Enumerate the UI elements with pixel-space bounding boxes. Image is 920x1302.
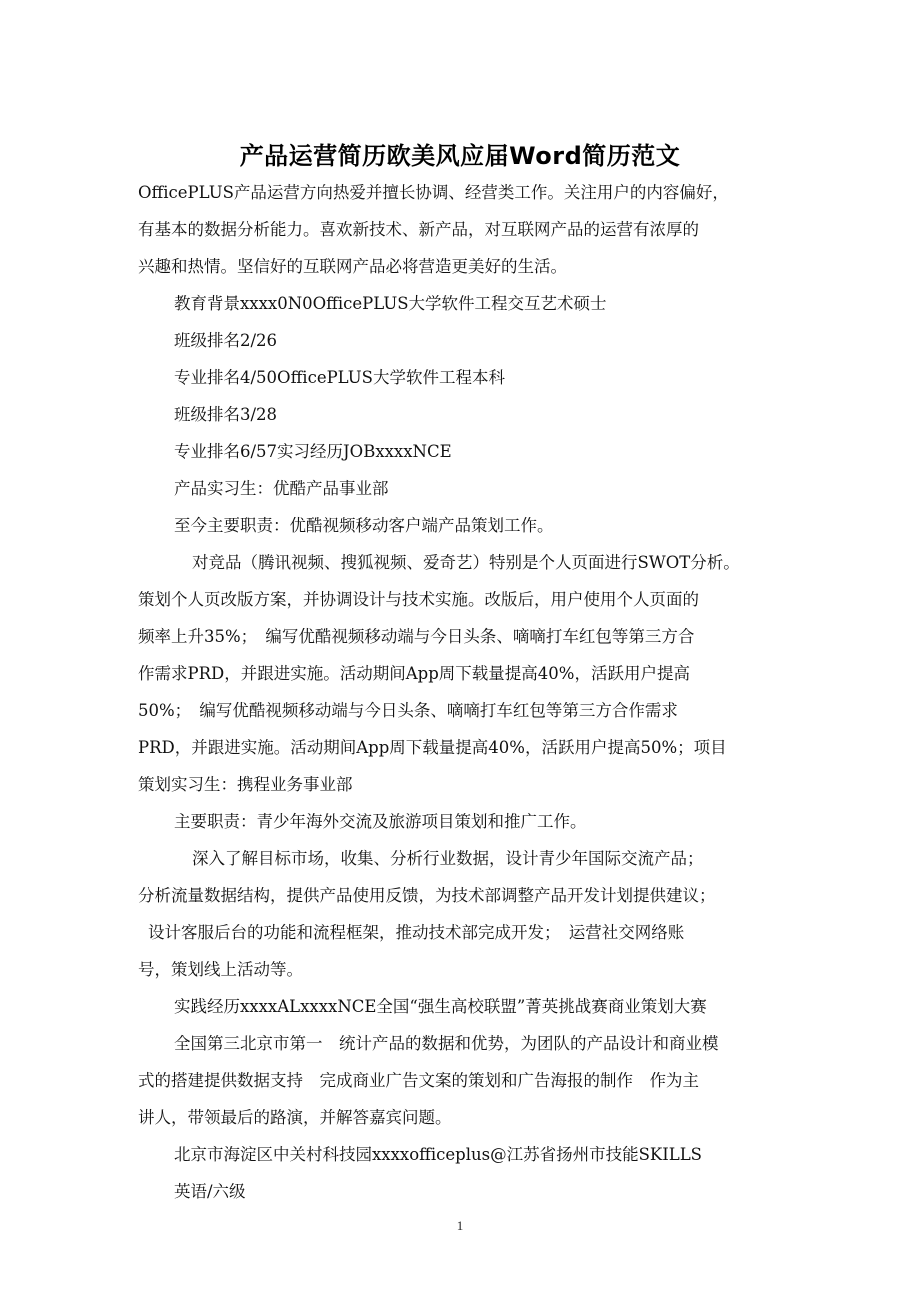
- page-number: 1: [456, 1218, 464, 1233]
- text-line: 产品实习生：优酷产品事业部: [174, 479, 389, 498]
- text-line: 式的搭建提供数据支持 完成商业广告文案的策划和广告海报的制作 作为主: [138, 1071, 699, 1090]
- text-line: 班级排名2/26: [174, 331, 278, 350]
- text-line: 策划实习生：携程业务事业部: [138, 775, 353, 794]
- text-line: 讲人，带领最后的路演，并解答嘉宾问题。: [138, 1108, 452, 1127]
- text-line: 频率上升35%； 编写优酷视频移动端与今日头条、嘀嘀打车红包等第三方合: [138, 627, 695, 646]
- text-line: 深入了解目标市场，收集、分析行业数据，设计青少年国际交流产品；: [192, 849, 704, 868]
- text-line: 50%； 编写优酷视频移动端与今日头条、嘀嘀打车红包等第三方合作需求: [138, 701, 678, 720]
- text-line: 英语/六级: [174, 1182, 246, 1201]
- document-title: 产品运营简历欧美风应届Word简历范文: [239, 142, 681, 170]
- text-line: 实践经历xxxxALxxxxNCE全国“强生高校联盟”菁英挑战赛商业策划大赛: [174, 997, 707, 1016]
- text-line: 有基本的数据分析能力。喜欢新技术、新产品，对互联网产品的运营有浓厚的: [138, 220, 699, 239]
- text-line: 设计客服后台的功能和流程框架，推动技术部完成开发； 运营社交网络账: [148, 923, 685, 942]
- text-line: 号，策划线上活动等。: [138, 960, 303, 979]
- text-line: 主要职责：青少年海外交流及旅游项目策划和推广工作。: [174, 812, 587, 831]
- text-line: 班级排名3/28: [174, 405, 278, 424]
- text-line: OfficePLUS产品运营方向热爱并擅长协调、经营类工作。关注用户的内容偏好，: [138, 183, 729, 202]
- text-line: 兴趣和热情。坚信好的互联网产品必将营造更美好的生活。: [138, 257, 567, 276]
- text-line: 对竞品（腾讯视频、搜狐视频、爱奇艺）特别是个人页面进行SWOT分析。: [192, 553, 740, 572]
- text-line: 专业排名6/57实习经历JOBxxxxNCE: [174, 442, 452, 461]
- text-line: 分析流量数据结构，提供产品使用反馈，为技术部调整产品开发计划提供建议；: [138, 886, 716, 905]
- text-line: 作需求PRD，并跟进实施。活动期间App周下载量提高40%，活跃用户提高: [138, 664, 690, 683]
- text-line: 策划个人页改版方案，并协调设计与技术实施。改版后，用户使用个人页面的: [138, 590, 699, 609]
- text-line: 北京市海淀区中关村科技园xxxxofficeplus@江苏省扬州市技能SKILLS: [174, 1145, 702, 1164]
- text-line: PRD，并跟进实施。活动期间App周下载量提高40%，活跃用户提高50%；项目: [138, 738, 727, 757]
- text-line: 至今主要职责：优酷视频移动客户端产品策划工作。: [174, 516, 554, 535]
- text-line: 全国第三北京市第一 统计产品的数据和优势，为团队的产品设计和商业模: [174, 1034, 719, 1053]
- text-line: 专业排名4/50OfficePLUS大学软件工程本科: [174, 368, 505, 387]
- text-line: 教育背景xxxx0N0OfficePLUS大学软件工程交互艺术硕士: [174, 294, 607, 313]
